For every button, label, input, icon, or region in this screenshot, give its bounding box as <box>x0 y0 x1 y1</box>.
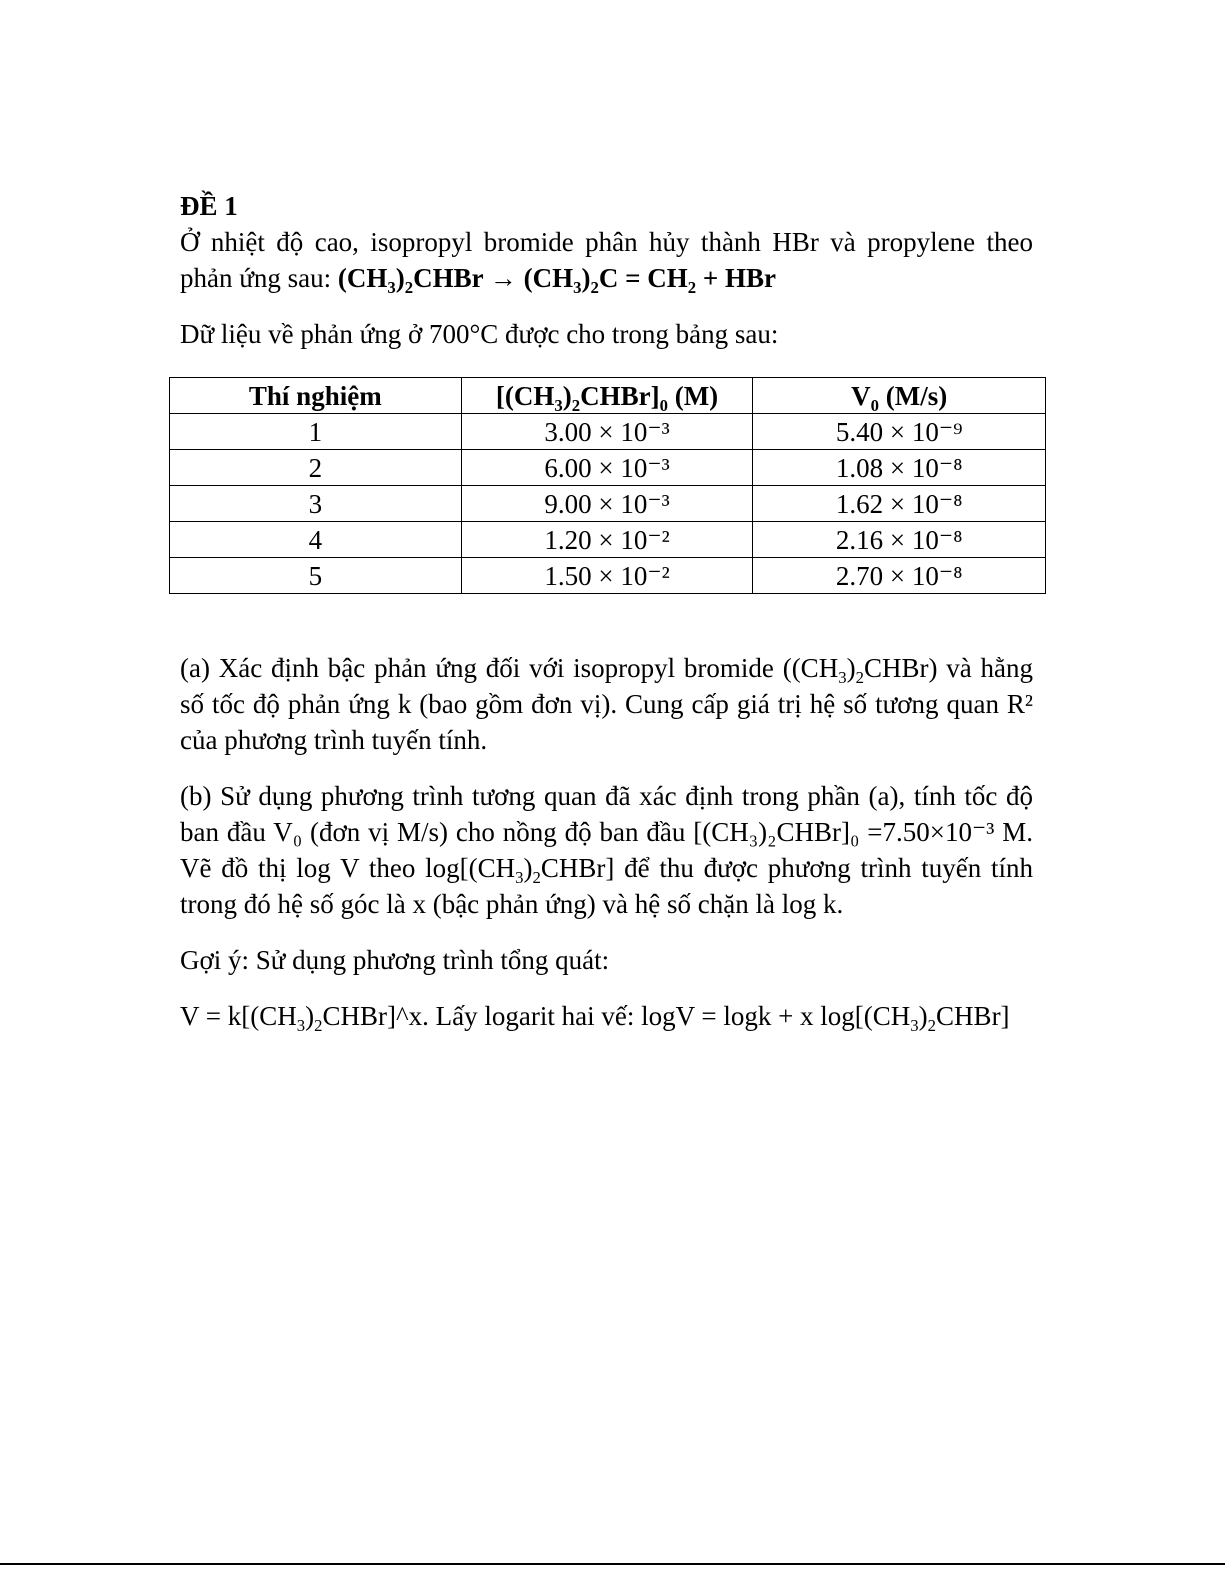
header-trial: Thí nghiệm <box>170 378 462 414</box>
header-subscript: 2 <box>571 395 581 415</box>
header-part: (M) <box>667 380 719 411</box>
header-subscript: 3 <box>554 395 563 415</box>
text-part: V = k[(CH <box>180 1001 297 1031</box>
cell-trial: 1 <box>170 414 462 450</box>
table-row <box>170 558 1046 594</box>
document-body <box>180 188 1033 352</box>
eq-part: ) <box>581 263 591 293</box>
table-row <box>170 414 1046 450</box>
cell-rate: 1.62 × 10⁻⁸ <box>753 486 1046 522</box>
cell-trial: 4 <box>170 522 462 558</box>
part-b <box>180 778 1033 922</box>
intro-text: Ở nhiệt độ cao, isopropyl bromide phân hủy thành HBr và propylene theo phản ứng sau: <box>180 227 1033 293</box>
subscript: 2 <box>314 1015 323 1035</box>
header-part: (M/s) <box>879 380 948 411</box>
eq-part: ) <box>395 263 405 293</box>
eq-subscript: 2 <box>404 277 414 297</box>
eq-part: C = CH <box>598 263 688 293</box>
text-part: CHBr) và hằng số tốc độ phản ứng k (bao gồm đơn vị). Cung cấp giá trị hệ số tương quan R² của phương trình tuyến tính. <box>180 653 1033 755</box>
text-part: ) <box>305 1001 315 1031</box>
data-intro: Dữ liệu về phản ứng ở 700°C được cho trong bảng sau: <box>180 319 779 349</box>
header-part: [(CH <box>495 380 555 411</box>
subscript: 3 <box>910 1015 919 1035</box>
text-part: CHBr] <box>936 1001 1010 1031</box>
header-part: ) <box>562 380 572 411</box>
cell-rate: 2.16 × 10⁻⁸ <box>753 522 1046 558</box>
part-a <box>180 650 1033 758</box>
subscript: 3 <box>838 667 847 687</box>
text-part: ) <box>846 653 856 683</box>
page-bottom-border <box>0 1563 1225 1565</box>
eq-part: + HBr <box>696 263 777 293</box>
table-row <box>170 450 1046 486</box>
intro-paragraph <box>180 224 1033 296</box>
cell-concentration: 6.00 × 10⁻³ <box>461 450 753 486</box>
eq-subscript: 3 <box>387 277 396 297</box>
cell-trial: 2 <box>170 450 462 486</box>
cell-concentration: 3.00 × 10⁻³ <box>461 414 753 450</box>
cell-concentration: 1.20 × 10⁻² <box>461 522 753 558</box>
text-part: ) <box>523 853 533 883</box>
header-part: CHBr] <box>580 380 660 411</box>
table-header-row <box>170 378 1046 414</box>
general-formula <box>180 998 1033 1034</box>
subscript: 2 <box>927 1015 937 1035</box>
text-part: (b) Sử dụng phương trình tương quan đã xác định trong phần (a), tính tốc độ ban đầu V₀ (đơn vị M/s) cho nồng độ ban đầu [(CH₃)₂CHBr]₀ =7.50×10⁻³ M. Vẽ đồ thị log V theo log[(CH <box>180 781 1033 883</box>
subscript: 3 <box>515 867 524 887</box>
table-row <box>170 486 1046 522</box>
cell-rate: 5.40 × 10⁻⁹ <box>753 414 1046 450</box>
cell-rate: 1.08 × 10⁻⁸ <box>753 450 1046 486</box>
text-part: ) <box>918 1001 928 1031</box>
subscript: 2 <box>855 667 864 687</box>
text-part: CHBr] để thu được phương trình tuyến tính trong đó hệ số góc là x (bậc phản ứng) và hệ số chặn là log k. <box>180 853 1033 919</box>
data-table <box>169 377 1046 594</box>
eq-subscript: 3 <box>573 277 582 297</box>
header-part: V <box>851 380 871 411</box>
exam-title: ĐỀ 1 <box>180 191 238 221</box>
header-concentration <box>461 378 753 414</box>
eq-subscript: 2 <box>687 277 697 297</box>
cell-trial: 3 <box>170 486 462 522</box>
cell-concentration: 1.50 × 10⁻² <box>461 558 753 594</box>
eq-part: CHBr → (CH <box>413 263 574 293</box>
table-row <box>170 522 1046 558</box>
text-part: (a) Xác định bậc phản ứng đối với isopropyl bromide ((CH <box>180 653 839 683</box>
questions-section <box>180 650 1033 1034</box>
cell-concentration: 9.00 × 10⁻³ <box>461 486 753 522</box>
eq-subscript: 2 <box>590 277 599 297</box>
header-subscript: 0 <box>659 395 668 415</box>
reaction-equation <box>337 263 777 297</box>
eq-part: (CH <box>337 263 388 293</box>
hint: Gợi ý: Sử dụng phương trình tổng quát: <box>180 945 610 975</box>
subscript: 2 <box>532 867 541 887</box>
header-rate <box>753 378 1046 414</box>
cell-trial: 5 <box>170 558 462 594</box>
cell-rate: 2.70 × 10⁻⁸ <box>753 558 1046 594</box>
text-part: CHBr]^x. Lấy logarit hai vế: logV = logk + x log[(CH <box>322 1001 911 1031</box>
header-subscript: 0 <box>870 395 880 415</box>
subscript: 3 <box>296 1015 306 1035</box>
